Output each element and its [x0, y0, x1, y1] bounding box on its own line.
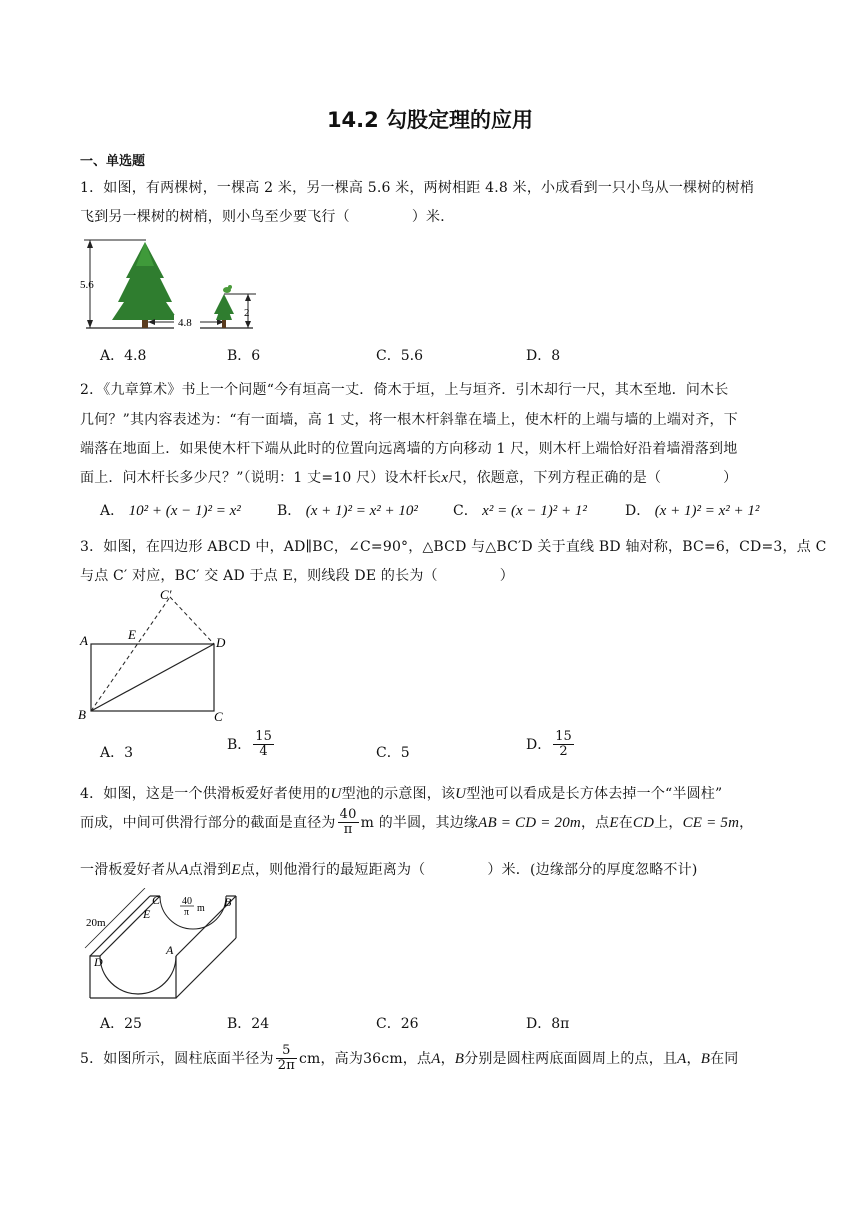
q5-var-a: A — [431, 1050, 441, 1067]
q1-option-a[interactable]: A．4.8 — [100, 348, 147, 364]
q4-line3 — [80, 859, 698, 879]
q2-text-b: 尺，依题意，下列方程正确的是（ — [448, 470, 662, 486]
q1-option-c[interactable]: C．5.6 — [376, 348, 423, 364]
q2-option-d-label: D． — [625, 503, 651, 519]
q1-fig-h1: 5.6 — [80, 279, 94, 291]
q3-option-a[interactable]: A．3 — [100, 745, 134, 761]
q1-line1: 1．如图，有两棵树，一棵高 2 米，另一棵高 5.6 米，两树相距 4.8 米，小成看到一只小鸟从一棵树的树梢 — [80, 180, 755, 196]
q2-option-a-expr: 10² + (x − 1)² = x² — [128, 503, 241, 519]
q4-fig-den: π — [184, 907, 190, 918]
q5-text-e: 分别是圆柱两底面圆周上的点，且 — [464, 1050, 678, 1067]
q3-label-d: D — [216, 635, 226, 650]
q3-label-c-prime: C′ — [160, 587, 172, 602]
q3-option-b[interactable] — [227, 730, 276, 760]
q3-line2 — [80, 565, 514, 585]
q4-text-2c: ，点 — [580, 814, 610, 831]
q4-var-u1: U — [330, 786, 342, 802]
q4-text-2a: 而成，中间可供滑行部分的截面是直径为 — [80, 814, 336, 831]
q5-var-a2: A — [677, 1050, 687, 1067]
q2-text-a: 面上．问木杆长多少尺？”（说明：1 丈=10 尺）设木杆长 — [80, 470, 442, 486]
q4-text-2b: m 的半圆，其边缘 — [360, 814, 479, 831]
q4-label-c: C — [152, 893, 161, 907]
q3-option-b-label: B． — [227, 736, 252, 753]
q3-label-c: C — [214, 709, 223, 724]
q4-line2 — [80, 808, 753, 838]
q3-label-a: A — [80, 633, 88, 648]
q4-frac-num: 40 — [339, 807, 357, 822]
q5-text-c: ，点 — [402, 1050, 432, 1067]
q5-frac-den: 2π — [277, 1058, 295, 1074]
q3-figure — [76, 585, 236, 725]
q5-text-f: ， — [686, 1050, 701, 1067]
q4-option-d[interactable]: D．8π — [526, 1016, 570, 1032]
q4-text-1b: 型池的示意图，该 — [341, 786, 456, 802]
q4-fig-len: 20m — [86, 917, 106, 929]
q1-option-d[interactable]: D．8 — [526, 348, 561, 364]
q4-option-b[interactable]: B．24 — [227, 1016, 270, 1032]
q2-var-x: x — [441, 470, 449, 486]
q5-var-b: B — [454, 1050, 465, 1067]
q4-label-d: D — [94, 955, 103, 969]
q2-option-b[interactable] — [277, 500, 418, 520]
q4-option-a[interactable]: A．25 — [100, 1016, 142, 1032]
q3-line1: 3．如图，在四边形 ABCD 中，AD∥BC，∠C=90°，△BCD 与△BC′D 关于直线 BD 轴对称，BC=6，CD=3，点 C — [80, 539, 827, 555]
q4-text-3c: 点，则他滑行的最短距离为（ — [240, 862, 426, 878]
q2-option-d[interactable] — [625, 500, 759, 520]
q5-line1 — [80, 1044, 739, 1074]
q4-text-3a: 一滑板爱好者从 — [80, 862, 180, 878]
q2-option-d-expr: (x + 1)² = x² + 1² — [654, 503, 760, 519]
q2-option-c[interactable] — [453, 500, 587, 520]
q4-text-3d: ）米．(边缘部分的厚度忽略不计) — [487, 862, 698, 878]
q2-line1: 2．《九章算术》书上一个问题“今有垣高一丈．倚木于垣，上与垣齐．引木却行一尺，其木至地．问木长 — [80, 382, 729, 398]
page-title: 14.2 勾股定理的应用 — [326, 108, 534, 132]
q5-text-d: ， — [440, 1050, 455, 1067]
q3-option-d-den: 2 — [559, 744, 568, 760]
q3-text-b: ） — [499, 568, 514, 584]
q4-label-a: A — [166, 943, 174, 957]
q3-option-c[interactable]: C．5 — [376, 745, 410, 761]
q2-option-b-expr: (x + 1)² = x² + 10² — [305, 503, 418, 519]
q4-var-a: A — [179, 862, 189, 878]
q4-label-e: E — [143, 907, 151, 921]
q3-option-d-num: 15 — [555, 729, 572, 744]
q4-fig-num: 40 — [182, 896, 192, 907]
q5-var-b2: B — [700, 1050, 711, 1067]
q2-option-b-label: B． — [277, 503, 302, 519]
q1-text-b: ）米． — [411, 209, 455, 225]
q3-text-a: 与点 C′ 对应，BC′ 交 AD 于点 E，则线段 DE 的长为（ — [80, 568, 438, 584]
q5-height: 36cm — [363, 1050, 403, 1067]
q2-option-a[interactable] — [100, 500, 241, 520]
q4-var-e: E — [609, 814, 619, 831]
q2-line2: 几何？”其内容表述为：“有一面墙，高 1 丈，将一根木杆斜靠在墙上，使木杆的上端与墙的上端对齐，下 — [80, 412, 738, 428]
q2-text-c: ） — [723, 470, 738, 486]
q4-text-2e: 上， — [654, 814, 683, 831]
q5-text-b: cm，高为 — [298, 1050, 364, 1067]
q2-line3: 端落在地面上．如果使木杆下端从此时的位置向远离墙的方向移动 1 尺，则木杆上端恰好沿着墙滑落到地 — [80, 441, 738, 457]
q4-text-2d: 在 — [618, 814, 633, 831]
q1-fig-dist: 4.8 — [178, 317, 192, 329]
q4-option-c[interactable]: C．26 — [376, 1016, 419, 1032]
q4-text-1c: 型池可以看成是长方体去掉一个“半圆柱” — [466, 786, 723, 802]
q4-text-1a: 4．如图，这是一个供滑板爱好者使用的 — [80, 786, 331, 802]
q4-var-u2: U — [455, 786, 467, 802]
q4-var-cd: CD — [632, 814, 655, 831]
q3-option-d[interactable] — [526, 730, 576, 760]
q4-eq2: CE = 5m — [682, 814, 740, 831]
q1-figure — [78, 236, 268, 332]
q4-fig-unit: m — [197, 903, 205, 914]
q1-text-a: 飞到另一棵树的树梢，则小鸟至少要飞行（ — [80, 209, 350, 225]
q2-option-c-label: C． — [453, 503, 478, 519]
q3-option-d-label: D． — [526, 736, 552, 753]
q1-fig-h2: 2 — [244, 307, 250, 319]
q4-eq1: AB = CD = 20m — [478, 814, 581, 831]
q5-frac-num: 5 — [276, 1044, 297, 1059]
q4-var-e2: E — [231, 862, 241, 878]
q4-frac-den: π — [343, 822, 353, 838]
q1-option-b[interactable]: B．6 — [227, 348, 261, 364]
q4-line1 — [80, 783, 722, 803]
q5-text-a: 5．如图所示，圆柱底面半径为 — [80, 1050, 274, 1067]
q4-text-2f: ， — [739, 814, 754, 831]
q3-option-b-den: 4 — [259, 744, 268, 760]
q4-text-3b: 点滑到 — [188, 862, 232, 878]
section-heading: 一、单选题 — [80, 154, 146, 169]
q3-label-e: E — [128, 627, 136, 642]
q4-label-b: B — [224, 895, 232, 909]
q2-line4 — [80, 467, 737, 487]
q3-option-b-num: 15 — [255, 729, 272, 744]
q2-option-c-expr: x² = (x − 1)² + 1² — [482, 503, 587, 519]
q1-line2 — [80, 206, 454, 226]
q2-option-a-label: A． — [100, 503, 125, 519]
q5-text-g: 在同 — [710, 1050, 739, 1067]
q4-figure — [80, 888, 250, 1008]
q3-label-b: B — [78, 707, 86, 722]
